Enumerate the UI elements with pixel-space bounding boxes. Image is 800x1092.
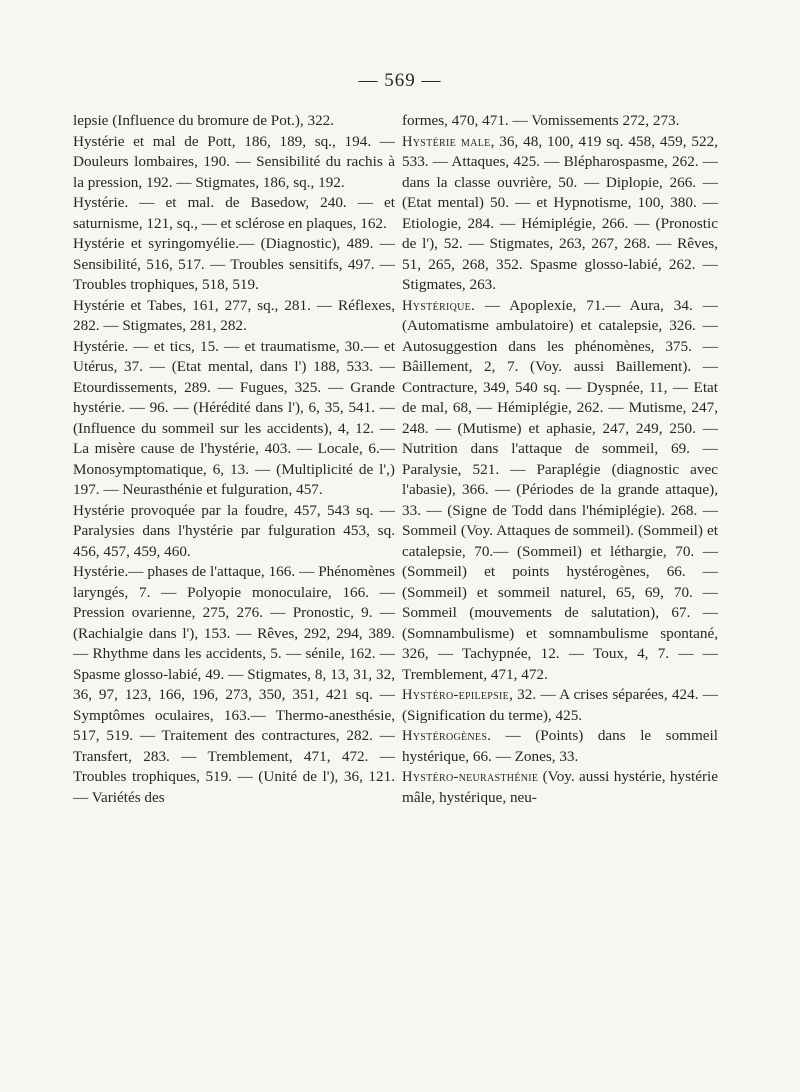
entry-text: . — Apoplexie, 71.— Aura, 34. — (Automatisme ambulatoire) et catalepsie, 326. — Autosuggestion dans les phénomènes, 375. — Bâillement, 2, 7. (Voy. aussi Baillement). — Contracture, 349, 540 sq. — Dyspnée, 11, — Etat de mal, 68, — Hémiplégie, 262. — Mutisme, 247, 248. — (Mutisme) et aphasie, 247, 249, 250. — Nutrition dans l'attaque de sommeil, 69. — Paralysie, 521. — Paraplégie (diagnostic avec l'abasie), 366. — (Périodes de la grande attaque), 33. — (Signe de Todd dans l'hémiplégie). 268. — Sommeil (Voy. Attaques de sommeil). (Sommeil) et catalepsie, 70.— (Sommeil) et léthargie, 70. — (Sommeil) et points hystérogènes, 66. — (Sommeil) et sommeil naturel, 65, 69, 70. — Sommeil (mouvements de salutation), 67. — (Somnambulisme) et somnambulisme spontané, 326, — Tachypnée, 12. — Toux, 4, 7. — — Tremblement, 471, 472. [402,296,718,683]
entry-heading: Hystérie male [402,133,491,150]
left-entry: Hystérie et Tabes, 161, 277, sq., 281. — Réflexes, 282. — Stigmates, 281, 282. [73,296,395,334]
right-entry [402,726,718,767]
left-column [73,111,395,808]
left-entry: Hystérie. — et tics, 15. — et traumatisme, 30.— et Utérus, 37. — (Etat mental, dans l') 188, 533. — Etourdissements, 289. — Fugues, 325. — Grande hystérie. — 96. — (Hérédité dans l'), 6, 35, 541. — (Influence du sommeil sur les accidents), 4, 12. — La misère cause de l'hystérie, 403. — Locale, 6.— Monosymptomatique, 6, 13. — (Multiplicité de l',) 197. — Neurasthénie et fulguration, 457. [73,337,395,498]
right-entry [402,767,718,808]
right-column [402,111,718,808]
entry-heading: Hystérogènes [402,728,488,744]
left-entry: Hystérie et syringomyélie.— (Diagnostic), 489. — Sensibilité, 516, 517. — Troubles sensitifs, 497. — Troubles trophiques, 518, 519. [73,235,395,293]
entry-text: . — (Points) dans le sommeil hystérique, 66. — Zones, 33. [402,727,718,765]
right-entry [402,111,718,132]
left-entry: Hystérie. — et mal. de Basedow, 240. — et saturnisme, 121, sq., — et sclérose en plaques, 162. [73,194,395,232]
left-entry: Hystérie.— phases de l'attaque, 166. — Phénomènes laryngés, 7. — Polyopie monoculaire, 166. — Pression ovarienne, 275, 276. — Pronostic, 9. — (Rachialgie dans l'), 153. — Rêves, 292, 294, 389. — Rhythme dans les accidents, 5. — sénile, 162. — Spasme glosso-labié, 49. — Stigmates, 8, 13, 31, 32, 36, 97, 123, 166, 196, 273, 350, 351, 421 sq. — Symptômes oculaires, 163.— Thermo-anesthésie, 517, 519. — Traitement des contractures, 282. — Transfert, 283. — Tremblement, 471, 472. — Troubles trophiques, 519. — (Unité de l'), 36, 121. — Variétés des [73,563,395,806]
entry-text: (Voy. aussi hystérie, hystérie mâle, hystérique, neu- [402,768,718,806]
entry-heading: Hystéro-epilepsie [402,687,510,703]
page-number: — 569 — [358,70,442,91]
entry-text: formes, 470, 471. — Vomissements 272, 273. [402,112,680,129]
entry-heading: Hystérique [402,297,472,314]
entry-text: , 32. — A crises séparées, 424. — (Signification du terme), 425. [402,686,718,724]
right-entry [402,685,718,726]
left-entry: Hystérie et mal de Pott, 186, 189, sq., 194. — Douleurs lombaires, 190. — Sensibilité du rachis à la pression, 192. — Stigmates, 186, sq., 192. [73,132,395,191]
entry-text: , 36, 48, 100, 419 sq. 458, 459, 522, 533. — Attaques, 425. — Blépharospasme, 262. — dans la classe ouvrière, 50. — Diplopie, 266. — (Etat mental) 50. — et Hypnotisme, 100, 380. — Etiologie, 284. — Hémiplégie, 266. — (Pronostic de l'), 52. — Stigmates, 263, 267, 268. — Rêves, 51, 265, 268, 352. Spasme glosso-labié, 262. — Stigmates, 263. [402,132,719,293]
entry-heading: Hystéro-neurasthénie [402,769,539,785]
right-entry [402,296,718,686]
left-entry: Hystérie provoquée par la foudre, 457, 543 sq. — Paralysies dans l'hystérie par fulguration 453, sq. 456, 457, 459, 460. [73,501,395,560]
left-entry: lepsie (Influence du bromure de Pot.), 322. [73,112,335,129]
right-entry [402,132,718,296]
